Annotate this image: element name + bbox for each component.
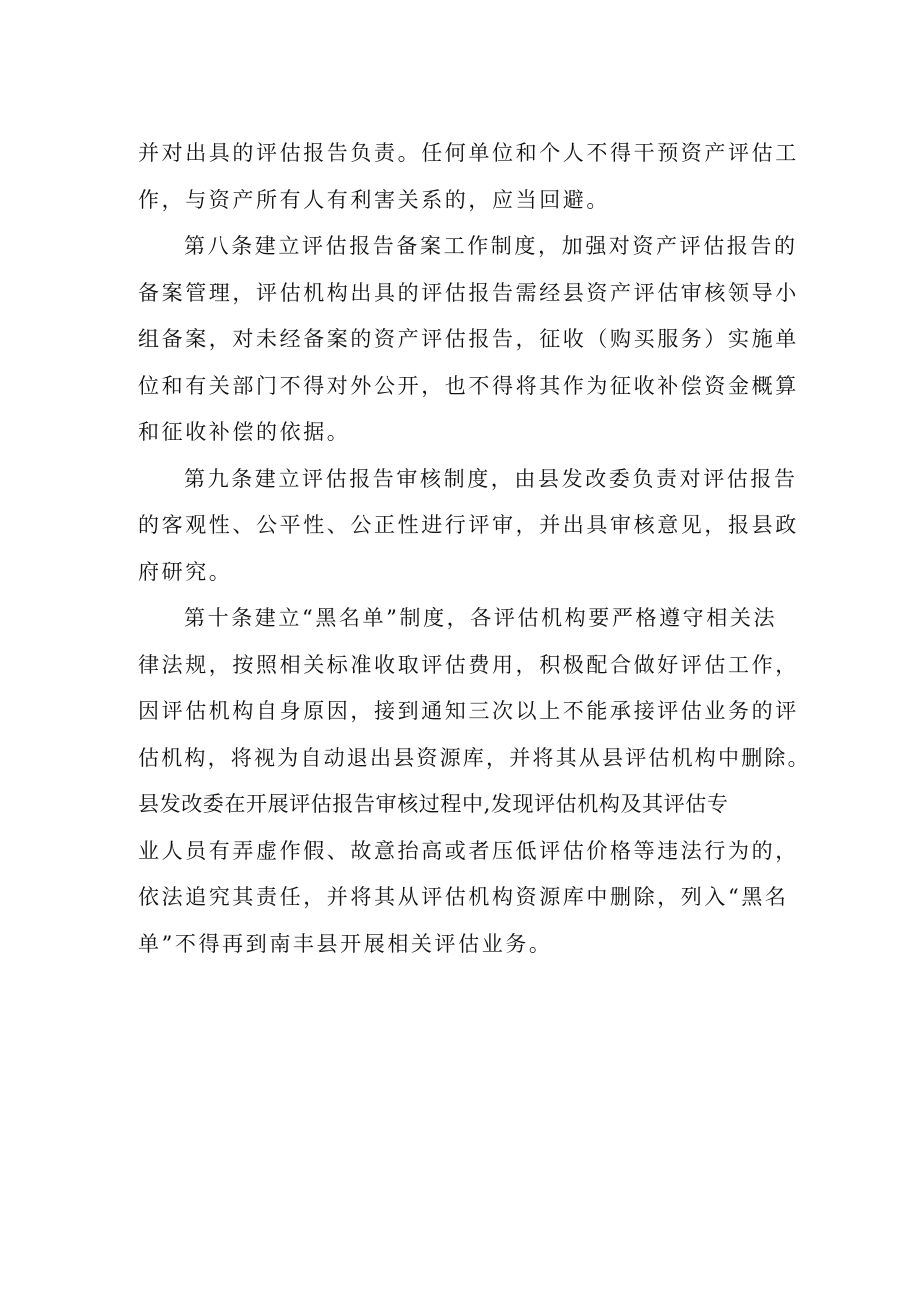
text-line: 和征收补偿的依据。	[138, 420, 351, 444]
article-9-first-line: 第九条建立评估报告审核制度，由县发改委负责对评估报告	[184, 466, 798, 491]
text-line: 业人员有弄虚作假、故意抬高或者压低评估价格等违法行为的，	[138, 838, 799, 863]
document-body	[138, 130, 811, 967]
text-line: 单”不得再到南丰县开展相关评估业务。	[138, 931, 553, 956]
text-line: 的客观性、公平性、公正性进行评审，并出具审核意见，报县政	[138, 513, 799, 537]
text-line: 府研究。	[138, 559, 233, 584]
text-line: 律法规，按照相关标准收取评估费用，积极配合做好评估工作，	[138, 652, 799, 677]
text-line: 组备案，对未经备案的资产评估报告，征收（购买服务）实施单	[138, 327, 799, 351]
text-line: 备案管理，评估机构出具的评估报告需经县资产评估审核领导小	[138, 280, 799, 305]
text-line: 依法追究其责任，并将其从评估机构资源库中删除，列入“黑名	[138, 885, 789, 909]
article-8-first-line: 第八条建立评估报告备案工作制度，加强对资产评估报告的	[184, 234, 798, 258]
article-10-first-line: 第十条建立“黑名单”制度，各评估机构要严格遵守相关法	[184, 606, 778, 630]
text-line: 作，与资产所有人有利害关系的，应当回避。	[138, 187, 610, 212]
text-line: 并对出具的评估报告负责。任何单位和个人不得干预资产评估工	[138, 141, 799, 165]
text-line: 位和有关部门不得对外公开，也不得将其作为征收补偿资金概算	[138, 373, 799, 398]
text-line: 估机构，将视为自动退出县资源库，并将其从县评估机构中删除。	[138, 745, 811, 770]
text-line: 因评估机构自身原因，接到通知三次以上不能承接评估业务的评	[138, 699, 799, 723]
text-line: 县发改委在开展评估报告审核过程中,发现评估机构及其评估专	[138, 792, 729, 816]
